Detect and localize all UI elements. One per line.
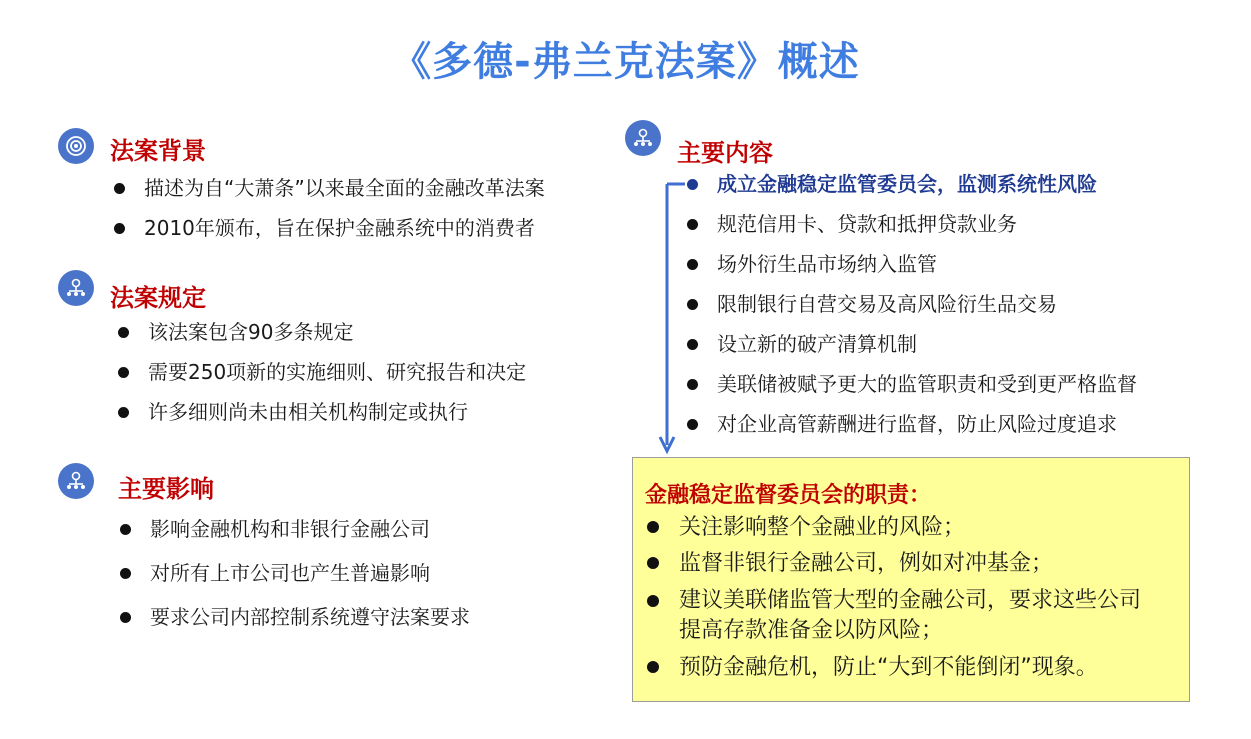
duties-list [645, 510, 1149, 686]
section-heading-provisions: 法案规定 [110, 284, 206, 312]
list-item: 设立新的破产清算机制 [685, 324, 1137, 364]
list-item: 预防金融危机，防止“大到不能倒闭”现象。 [645, 650, 1149, 686]
connector-arrow [650, 175, 690, 465]
list-item: 需要250项新的实施细则、研究报告和决定 [116, 352, 526, 392]
network-icon [625, 120, 661, 156]
section-heading-background: 法案背景 [110, 137, 206, 165]
list-item-highlight: 成立金融稳定监管委员会，监测系统性风险 [685, 164, 1137, 204]
box-title: 金融稳定监督委员会的职责： [645, 483, 932, 508]
list-item: 影响金融机构和非银行金融公司 [118, 507, 470, 551]
network-icon [58, 463, 94, 499]
list-item: 2010年颁布，旨在保护金融系统中的消费者 [112, 208, 545, 248]
list-item: 美联储被赋予更大的监管职责和受到更严格监督 [685, 364, 1137, 404]
list-item: 限制银行自营交易及高风险衍生品交易 [685, 284, 1137, 324]
section-heading-main-content: 主要内容 [677, 139, 773, 167]
list-item: 规范信用卡、贷款和抵押贷款业务 [685, 204, 1137, 244]
background-list [112, 168, 545, 248]
list-item: 对企业高管薪酬进行监督，防止风险过度追求 [685, 404, 1137, 444]
list-item: 关注影响整个金融业的风险； [645, 510, 1149, 546]
network-icon [58, 270, 94, 306]
list-item: 建议美联储监管大型的金融公司，要求这些公司提高存款准备金以防风险； [645, 582, 1149, 650]
list-item: 监督非银行金融公司，例如对冲基金； [645, 546, 1149, 582]
list-item: 许多细则尚未由相关机构制定或执行 [116, 392, 526, 432]
list-item: 场外衍生品市场纳入监管 [685, 244, 1137, 284]
page-title: 《多德-弗兰克法案》概述 [391, 39, 860, 85]
impact-list [118, 507, 470, 639]
provisions-list [116, 312, 526, 432]
list-item: 该法案包含90多条规定 [116, 312, 526, 352]
list-item: 描述为自“大萧条”以来最全面的金融改革法案 [112, 168, 545, 208]
radar-icon [58, 128, 94, 164]
section-heading-impact: 主要影响 [118, 475, 214, 503]
list-item: 对所有上市公司也产生普遍影响 [118, 551, 470, 595]
fsoc-duties-box [632, 457, 1190, 702]
list-item: 要求公司内部控制系统遵守法案要求 [118, 595, 470, 639]
main-content-list [685, 164, 1137, 444]
